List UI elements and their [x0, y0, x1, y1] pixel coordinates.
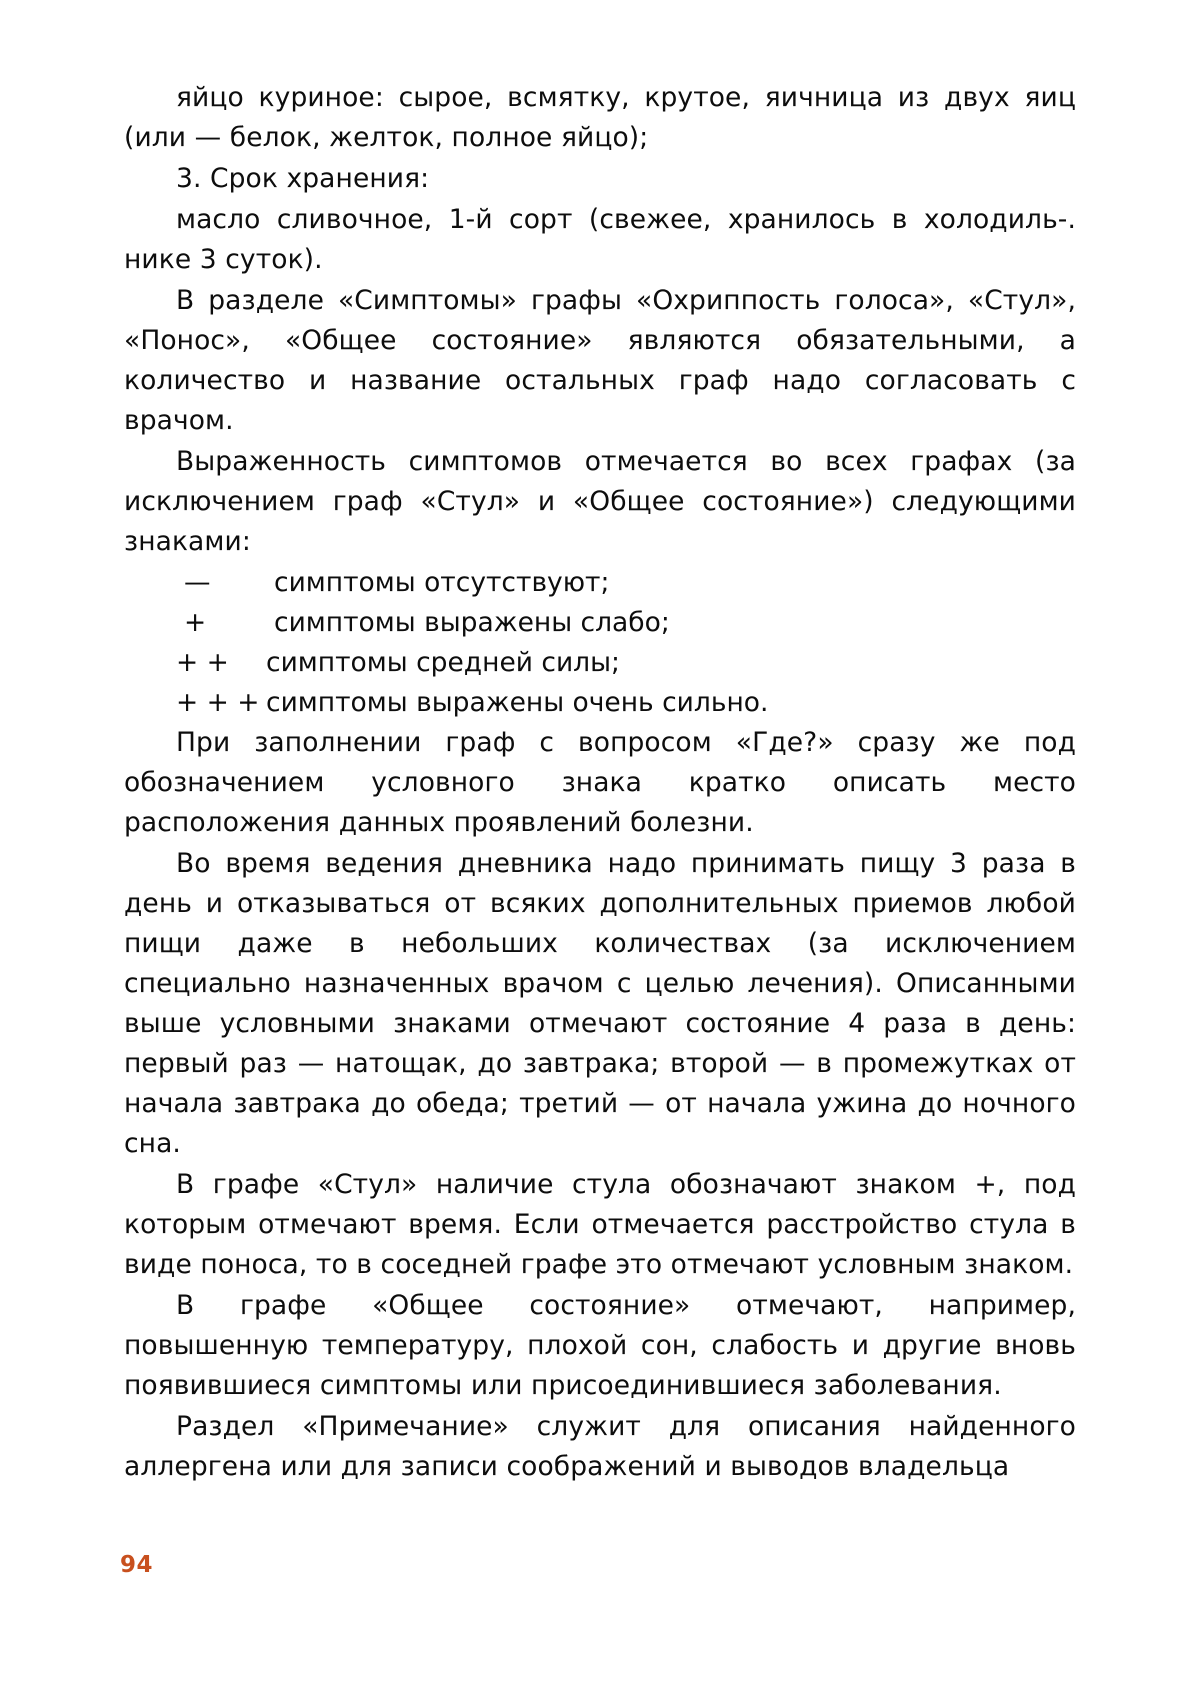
symptom-legend-list: [124, 563, 1076, 723]
paragraph-4: В разделе «Симптомы» графы «Охриппость голоса», «Стул», «Понос», «Общее состояние» являются обязательными, а количество и название остальных граф надо согласовать с врачом.: [124, 285, 1076, 436]
legend-item-absent: [124, 563, 1076, 603]
legend-item-weak: [124, 603, 1076, 643]
legend-mark-absent: —: [184, 567, 211, 598]
legend-label-weak: симптомы выражены слабо;: [274, 607, 670, 638]
paragraph-5: Выраженность симптомов отмечается во всех графах (за исключением граф «Стул» и «Общее состояние») следующими знаками:: [124, 446, 1076, 557]
paragraph-2: 3. Срок хранения:: [176, 163, 430, 194]
paragraph-8: В графе «Стул» наличие стула обозначают знаком +, под которым отмечают время. Если отмечается расстройство стула в виде поноса, то в соседней графе это отмечают условным знаком.: [124, 1169, 1076, 1280]
legend-label-medium: симптомы средней силы;: [266, 647, 620, 678]
paragraph-7: Во время ведения дневника надо принимать пищу 3 раза в день и отказываться от всяких дополнительных приемов любой пищи даже в небольших количествах (за исключением специально назначенных врачом с целью лечения). Описанными выше условными знаками отмечают состояние 4 раза в день: первый раз — натощак, до завтрака; второй — в промежутках от начала завтрака до обеда; третий — от начала ужина до ночного сна.: [124, 848, 1076, 1159]
paragraph-6: При заполнении граф с вопросом «Где?» сразу же под обозначением условного знака кратко описать место расположения данных проявлений болезни.: [124, 727, 1076, 838]
legend-item-strong: [124, 683, 1076, 723]
legend-mark-medium: + +: [176, 647, 229, 678]
legend-mark-strong: + + +: [176, 687, 260, 718]
paragraph-9: В графе «Общее состояние» отмечают, например, повышенную температуру, плохой сон, слабость и другие вновь появившиеся симптомы или присоединившиеся заболевания.: [124, 1290, 1076, 1401]
legend-label-absent: симптомы отсутствуют;: [274, 567, 610, 598]
legend-label-strong: симптомы выражены очень сильно.: [266, 687, 769, 718]
text-column: [124, 78, 1076, 1488]
paragraph-1: яйцо куриное: сырое, всмятку, крутое, яичница из двух яиц (или — белок, желток, полное яйцо);: [124, 82, 1076, 153]
paragraph-10: Раздел «Примечание» служит для описания найденного аллергена или для записи соображений и выводов владельца: [124, 1411, 1076, 1482]
paragraph-3: масло сливочное, 1-й сорт (свежее, хранилось в холодиль-. нике 3 суток).: [124, 204, 1076, 275]
legend-mark-weak: +: [184, 607, 207, 638]
page-number: 94: [120, 1552, 154, 1578]
legend-item-medium: [124, 643, 1076, 683]
